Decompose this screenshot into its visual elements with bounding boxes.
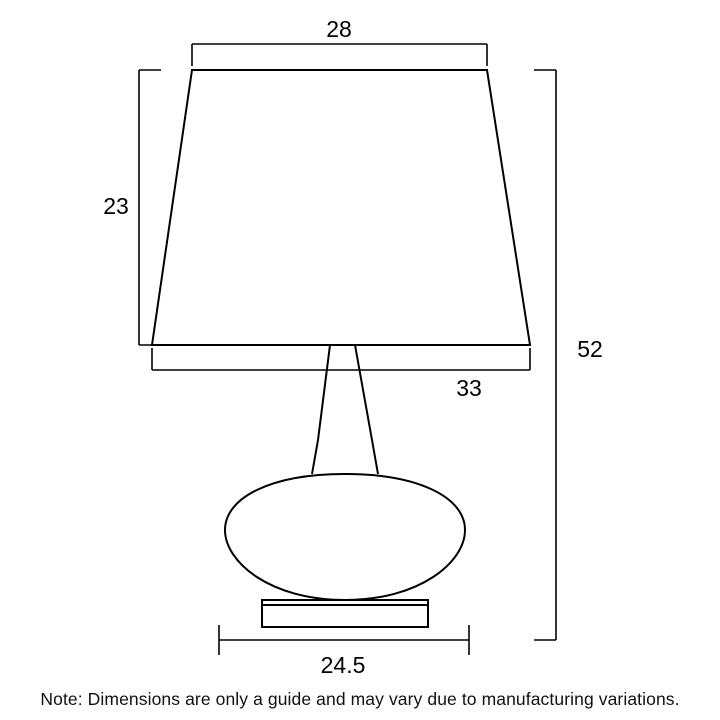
- dimension-label-shade-bottom-width: 33: [456, 375, 482, 401]
- dimension-label-total-height: 52: [577, 336, 603, 362]
- dimension-base-width: [219, 625, 469, 655]
- dimension-total-height: [534, 70, 556, 640]
- lamp-body-shape: [225, 474, 465, 600]
- dimension-label-shade-top-width: 28: [326, 16, 352, 42]
- lamp-outline-group: [152, 70, 530, 627]
- dimension-shade-top-width: [192, 44, 487, 66]
- lamp-stem-right: [355, 345, 378, 474]
- lamp-stem-left: [312, 345, 330, 474]
- dimension-label-base-width: 24.5: [320, 652, 366, 678]
- dimension-shade-bottom-width: [152, 348, 530, 370]
- manufacturing-note: Note: Dimensions are only a guide and may vary due to manufacturing variations.: [40, 689, 680, 709]
- lamp-shade-shape: [152, 70, 530, 345]
- dimension-label-shade-height: 23: [103, 193, 129, 219]
